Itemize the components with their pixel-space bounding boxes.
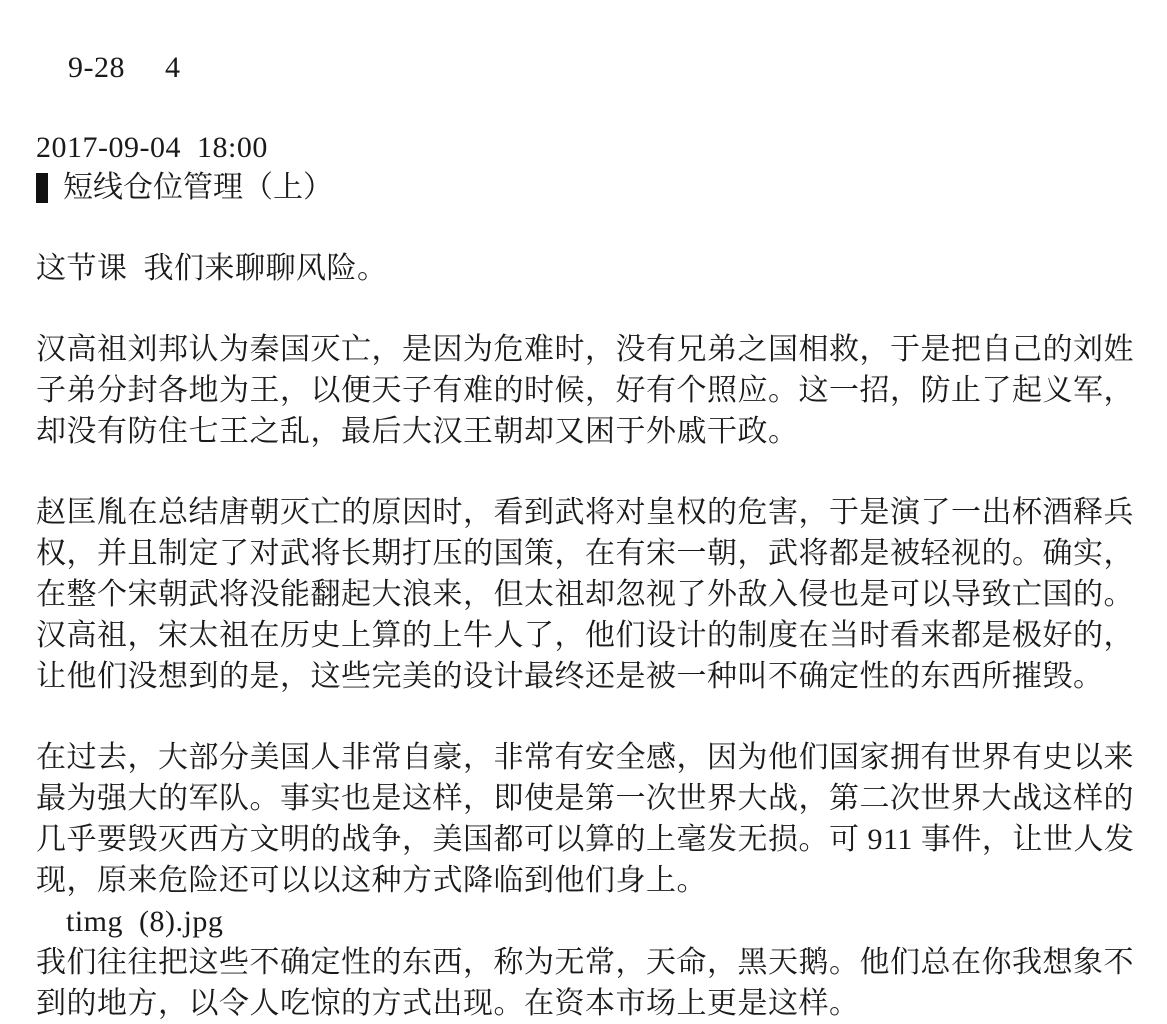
attachment-filename: timg (8).jpg: [66, 905, 224, 938]
post-count: 4: [165, 51, 181, 84]
section-title-text: 短线仓位管理（上）: [63, 171, 333, 204]
paragraph-song-dynasty: 赵匡胤在总结唐朝灭亡的原因时，看到武将对皇权的危害，于是演了一出杯酒释兵权，并且制定了对武将长期打压的国策，在有宋一朝，武将都是被轻视的。确实，在整个宋朝武将没能翻起大浪来，但太祖却忽视了外敌入侵也是可以导致亡国的。汉高祖，宋太祖在历史上算的上牛人了，他们设计的制度在当时看来都是极好的，让他们没想到的是，这些完美的设计最终还是被一种叫不确定性的东西所摧毁。: [36, 496, 1134, 693]
post-meta-row: [36, 8, 1139, 128]
title-marker-bar: [36, 173, 48, 203]
paragraph-usa-911: 在过去，大部分美国人非常自豪，非常有安全感，因为他们国家拥有世界有史以来最为强大的军队。事实也是这样，即使是第一次世界大战，第二次世界大战这样的几乎要毁灭西方文明的战争，美国都可以算的上毫发无损。可 911 事件，让世人发现，原来危险还可以以这种方式降临到他们身上。: [36, 741, 1135, 897]
paragraph-intro: 这节课 我们来聊聊风险。: [36, 252, 388, 285]
paragraph-han-dynasty: 汉高祖刘邦认为秦国灭亡，是因为危难时，没有兄弟之国相救，于是把自己的刘姓子弟分封各地为王，以便天子有难的时候，好有个照应。这一招，防止了起义军，却没有防住七王之乱，最后大汉王朝却又困于外戚干政。: [36, 333, 1134, 448]
section-title-row: [36, 168, 1139, 208]
post-datetime: 2017-09-04 18:00: [36, 131, 268, 164]
post-date: 9-28: [68, 51, 125, 84]
paragraph-black-swan: 我们往往把这些不确定性的东西，称为无常，天命，黑天鹅。他们总在你我想象不到的地方，以令人吃惊的方式出现。在资本市场上更是这样。: [36, 946, 1134, 1020]
